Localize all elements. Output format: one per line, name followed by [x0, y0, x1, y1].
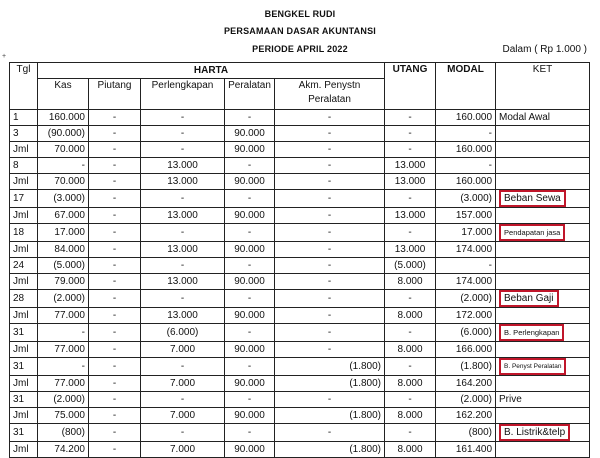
cell-utang: -: [385, 110, 436, 126]
cell-kas: 70.000: [38, 174, 89, 190]
table-row: [10, 376, 590, 392]
cell-akm-penyusutan: -: [275, 110, 385, 126]
cell-akm-penyusutan: (1.800): [275, 376, 385, 392]
cell-piutang: -: [89, 308, 141, 324]
cell-utang: 8.000: [385, 442, 436, 458]
table-row: [10, 142, 590, 158]
table-row: [10, 158, 590, 174]
cell-utang: 13.000: [385, 158, 436, 174]
cell-utang: -: [385, 424, 436, 442]
cell-perlengkapan: 7.000: [141, 442, 225, 458]
cell-modal: 157.000: [436, 208, 496, 224]
cell-piutang: -: [89, 142, 141, 158]
cell-kas: 77.000: [38, 342, 89, 358]
cell-tgl: 18: [10, 224, 38, 242]
cell-akm-penyusutan: -: [275, 324, 385, 342]
header-akm-line2: Peralatan: [308, 94, 351, 105]
cell-akm-penyusutan: -: [275, 174, 385, 190]
cell-kas: 17.000: [38, 224, 89, 242]
cell-modal: (1.800): [436, 358, 496, 376]
cell-modal: (2.000): [436, 290, 496, 308]
cell-modal: -: [436, 126, 496, 142]
cell-akm-penyusutan: (1.800): [275, 442, 385, 458]
cell-ket: [496, 424, 590, 442]
cell-tgl: Jml: [10, 274, 38, 290]
cell-akm-penyusutan: -: [275, 242, 385, 258]
cell-kas: (2.000): [38, 290, 89, 308]
document-title: PERSAMAAN DASAR AKUNTANSI: [223, 26, 376, 36]
cell-peralatan: 90.000: [225, 208, 275, 224]
cell-peralatan: 90.000: [225, 174, 275, 190]
cell-akm-penyusutan: -: [275, 190, 385, 208]
table-row: [10, 308, 590, 324]
cell-tgl: 17: [10, 190, 38, 208]
header-akm-line1: Akm. Penystn: [298, 80, 361, 91]
ket-highlight-box: B. Perlengkapan: [499, 324, 564, 341]
cell-utang: -: [385, 324, 436, 342]
table-row: [10, 442, 590, 458]
table-row: [10, 110, 590, 126]
header-kas: Kas: [38, 79, 89, 110]
cell-perlengkapan: -: [141, 392, 225, 408]
cell-modal: 174.000: [436, 242, 496, 258]
cell-perlengkapan: (6.000): [141, 324, 225, 342]
cell-modal: -: [436, 158, 496, 174]
cell-kas: -: [38, 358, 89, 376]
cell-utang: -: [385, 142, 436, 158]
table-row: [10, 224, 590, 242]
cell-modal: 166.000: [436, 342, 496, 358]
cell-perlengkapan: 13.000: [141, 308, 225, 324]
cell-peralatan: 90.000: [225, 242, 275, 258]
cell-utang: (5.000): [385, 258, 436, 274]
cell-tgl: 1: [10, 110, 38, 126]
ket-highlight-box: B. Listrik&telp: [499, 424, 570, 441]
cell-modal: 174.000: [436, 274, 496, 290]
cell-ket: Modal Awal: [496, 110, 590, 126]
table-move-handle-icon[interactable]: +: [2, 53, 7, 60]
cell-tgl: Jml: [10, 308, 38, 324]
cell-perlengkapan: -: [141, 142, 225, 158]
cell-perlengkapan: 13.000: [141, 208, 225, 224]
cell-kas: (800): [38, 424, 89, 442]
cell-kas: 79.000: [38, 274, 89, 290]
table-row: [10, 290, 590, 308]
cell-akm-penyusutan: -: [275, 424, 385, 442]
cell-piutang: -: [89, 324, 141, 342]
cell-utang: 13.000: [385, 208, 436, 224]
cell-ket: [496, 174, 590, 190]
cell-peralatan: 90.000: [225, 342, 275, 358]
cell-piutang: -: [89, 224, 141, 242]
header-tgl: Tgl: [10, 63, 38, 110]
cell-modal: (3.000): [436, 190, 496, 208]
cell-ket: Prive: [496, 392, 590, 408]
cell-modal: 162.200: [436, 408, 496, 424]
cell-ket: [496, 190, 590, 208]
cell-modal: 160.000: [436, 174, 496, 190]
cell-ket: [496, 308, 590, 324]
cell-akm-penyusutan: (1.800): [275, 358, 385, 376]
cell-akm-penyusutan: -: [275, 274, 385, 290]
cell-peralatan: -: [225, 424, 275, 442]
cell-ket: [496, 142, 590, 158]
cell-ket: [496, 224, 590, 242]
cell-ket: [496, 376, 590, 392]
cell-tgl: 24: [10, 258, 38, 274]
cell-ket: [496, 158, 590, 174]
cell-modal: 160.000: [436, 110, 496, 126]
cell-tgl: 31: [10, 424, 38, 442]
cell-akm-penyusutan: -: [275, 308, 385, 324]
cell-tgl: Jml: [10, 442, 38, 458]
cell-kas: 70.000: [38, 142, 89, 158]
cell-utang: 8.000: [385, 408, 436, 424]
cell-piutang: -: [89, 158, 141, 174]
cell-ket: [496, 358, 590, 376]
cell-ket: [496, 242, 590, 258]
cell-akm-penyusutan: -: [275, 392, 385, 408]
cell-perlengkapan: 13.000: [141, 174, 225, 190]
cell-perlengkapan: 13.000: [141, 158, 225, 174]
cell-ket: [496, 342, 590, 358]
cell-ket: [496, 274, 590, 290]
cell-utang: 8.000: [385, 274, 436, 290]
cell-akm-penyusutan: -: [275, 142, 385, 158]
header-modal: MODAL: [436, 63, 496, 110]
cell-perlengkapan: -: [141, 224, 225, 242]
header-piutang: Piutang: [89, 79, 141, 110]
cell-utang: 13.000: [385, 242, 436, 258]
cell-perlengkapan: -: [141, 290, 225, 308]
cell-kas: -: [38, 158, 89, 174]
cell-kas: 67.000: [38, 208, 89, 224]
cell-kas: 77.000: [38, 308, 89, 324]
cell-perlengkapan: 13.000: [141, 242, 225, 258]
cell-piutang: -: [89, 190, 141, 208]
cell-ket: [496, 208, 590, 224]
cell-piutang: -: [89, 110, 141, 126]
cell-modal: (2.000): [436, 392, 496, 408]
header-akm-penyusutan: [275, 79, 385, 110]
table-row: [10, 358, 590, 376]
cell-utang: 8.000: [385, 308, 436, 324]
cell-kas: 84.000: [38, 242, 89, 258]
cell-tgl: 3: [10, 126, 38, 142]
cell-piutang: -: [89, 126, 141, 142]
cell-modal: 164.200: [436, 376, 496, 392]
cell-modal: 17.000: [436, 224, 496, 242]
header-perlengkapan: Perlengkapan: [141, 79, 225, 110]
table-body: [10, 110, 590, 458]
table-row: [10, 274, 590, 290]
cell-utang: -: [385, 358, 436, 376]
cell-tgl: Jml: [10, 208, 38, 224]
cell-ket: [496, 290, 590, 308]
header-harta: HARTA: [38, 63, 385, 79]
cell-modal: -: [436, 258, 496, 274]
cell-tgl: 28: [10, 290, 38, 308]
cell-peralatan: 90.000: [225, 308, 275, 324]
table-row: [10, 242, 590, 258]
cell-tgl: Jml: [10, 242, 38, 258]
ket-highlight-box: B. Penyst Peralatan: [499, 358, 566, 375]
ket-highlight-box: Pendapatan jasa: [499, 224, 565, 241]
cell-peralatan: -: [225, 158, 275, 174]
header-ket: KET: [496, 63, 590, 110]
cell-tgl: Jml: [10, 376, 38, 392]
cell-utang: -: [385, 126, 436, 142]
cell-modal: (800): [436, 424, 496, 442]
cell-peralatan: 90.000: [225, 142, 275, 158]
cell-perlengkapan: 7.000: [141, 342, 225, 358]
cell-modal: 160.000: [436, 142, 496, 158]
cell-utang: -: [385, 224, 436, 242]
table-row: [10, 208, 590, 224]
cell-tgl: Jml: [10, 342, 38, 358]
cell-peralatan: -: [225, 224, 275, 242]
cell-akm-penyusutan: -: [275, 208, 385, 224]
cell-kas: (2.000): [38, 392, 89, 408]
ket-highlight-box: Beban Sewa: [499, 190, 566, 207]
cell-tgl: Jml: [10, 408, 38, 424]
table-row: [10, 174, 590, 190]
cell-utang: 13.000: [385, 174, 436, 190]
cell-piutang: -: [89, 274, 141, 290]
cell-utang: 8.000: [385, 376, 436, 392]
cell-tgl: Jml: [10, 142, 38, 158]
table-row: [10, 126, 590, 142]
cell-ket: [496, 408, 590, 424]
cell-utang: -: [385, 290, 436, 308]
unit-label: Dalam ( Rp 1.000 ): [502, 44, 587, 55]
header-peralatan: Peralatan: [225, 79, 275, 110]
cell-peralatan: 90.000: [225, 126, 275, 142]
cell-akm-penyusutan: -: [275, 342, 385, 358]
cell-ket: [496, 126, 590, 142]
cell-piutang: -: [89, 424, 141, 442]
cell-peralatan: -: [225, 110, 275, 126]
cell-tgl: 31: [10, 358, 38, 376]
cell-akm-penyusutan: -: [275, 126, 385, 142]
cell-perlengkapan: -: [141, 190, 225, 208]
cell-akm-penyusutan: -: [275, 290, 385, 308]
cell-kas: 75.000: [38, 408, 89, 424]
cell-akm-penyusutan: -: [275, 224, 385, 242]
cell-modal: 172.000: [436, 308, 496, 324]
table-row: [10, 392, 590, 408]
table-row: [10, 324, 590, 342]
cell-peralatan: 90.000: [225, 408, 275, 424]
cell-tgl: 8: [10, 158, 38, 174]
header-utang: UTANG: [385, 63, 436, 110]
cell-akm-penyusutan: (1.800): [275, 408, 385, 424]
cell-perlengkapan: 7.000: [141, 376, 225, 392]
cell-kas: (90.000): [38, 126, 89, 142]
cell-peralatan: -: [225, 190, 275, 208]
cell-piutang: -: [89, 376, 141, 392]
cell-modal: 161.400: [436, 442, 496, 458]
period-label: PERIODE APRIL 2022: [252, 44, 348, 54]
cell-kas: -: [38, 324, 89, 342]
table-row: [10, 258, 590, 274]
cell-piutang: -: [89, 392, 141, 408]
cell-peralatan: -: [225, 358, 275, 376]
cell-ket: [496, 258, 590, 274]
cell-peralatan: -: [225, 324, 275, 342]
cell-kas: 74.200: [38, 442, 89, 458]
table-row: [10, 342, 590, 358]
cell-piutang: -: [89, 408, 141, 424]
cell-kas: (5.000): [38, 258, 89, 274]
cell-utang: 8.000: [385, 342, 436, 358]
cell-utang: -: [385, 190, 436, 208]
cell-perlengkapan: 7.000: [141, 408, 225, 424]
cell-ket: [496, 324, 590, 342]
cell-tgl: Jml: [10, 174, 38, 190]
cell-piutang: -: [89, 358, 141, 376]
cell-peralatan: -: [225, 392, 275, 408]
cell-piutang: -: [89, 342, 141, 358]
cell-kas: 160.000: [38, 110, 89, 126]
cell-perlengkapan: -: [141, 126, 225, 142]
accounting-equation-table: [9, 62, 590, 458]
company-name: BENGKEL RUDI: [264, 9, 336, 19]
table-row: [10, 408, 590, 424]
cell-peralatan: 90.000: [225, 442, 275, 458]
cell-tgl: 31: [10, 324, 38, 342]
table-row: [10, 190, 590, 208]
ket-highlight-box: Beban Gaji: [499, 290, 558, 307]
cell-peralatan: -: [225, 290, 275, 308]
cell-perlengkapan: -: [141, 358, 225, 376]
cell-ket: [496, 442, 590, 458]
cell-peralatan: 90.000: [225, 376, 275, 392]
cell-modal: (6.000): [436, 324, 496, 342]
table-row: [10, 424, 590, 442]
cell-peralatan: 90.000: [225, 274, 275, 290]
cell-piutang: -: [89, 258, 141, 274]
cell-piutang: -: [89, 442, 141, 458]
cell-piutang: -: [89, 174, 141, 190]
cell-tgl: 31: [10, 392, 38, 408]
cell-kas: (3.000): [38, 190, 89, 208]
cell-utang: -: [385, 392, 436, 408]
cell-akm-penyusutan: -: [275, 258, 385, 274]
cell-perlengkapan: -: [141, 424, 225, 442]
cell-kas: 77.000: [38, 376, 89, 392]
cell-piutang: -: [89, 290, 141, 308]
cell-perlengkapan: -: [141, 258, 225, 274]
cell-piutang: -: [89, 242, 141, 258]
cell-piutang: -: [89, 208, 141, 224]
cell-peralatan: -: [225, 258, 275, 274]
cell-perlengkapan: 13.000: [141, 274, 225, 290]
cell-perlengkapan: -: [141, 110, 225, 126]
cell-akm-penyusutan: -: [275, 158, 385, 174]
